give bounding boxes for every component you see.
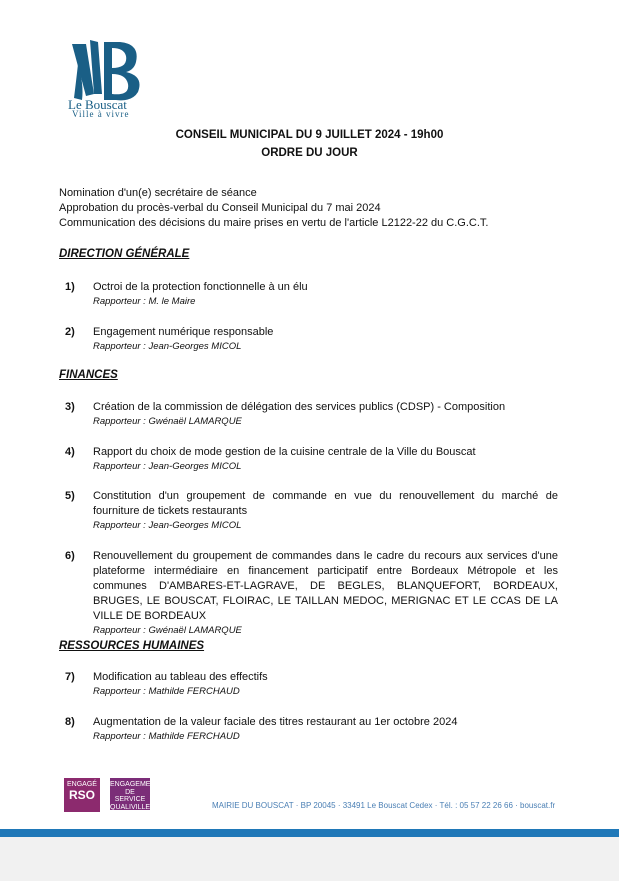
item-number: 4) [65,446,75,458]
agenda-item [59,280,558,309]
item-rapporteur: Rapporteur : Jean-Georges MICOL [93,520,242,531]
agenda-item [59,489,558,533]
agenda-item [59,549,558,638]
item-text: Modification au tableau des effectifs [93,671,268,683]
footer-bar [0,829,619,837]
item-number: 5) [65,490,75,502]
item-text: Augmentation de la valeur faciale des titres restaurant au 1er octobre 2024 [93,716,458,728]
title-line-1: CONSEIL MUNICIPAL DU 9 JUILLET 2024 - 19h00 [175,129,444,141]
logo-name: Le Bouscat [68,97,127,112]
footer-address: MAIRIE DU BOUSCAT · BP 20045 · 33491 Le Bouscat Cedex · Tél. : 05 57 22 26 66 · bouscat.fr [212,801,556,810]
agenda-item [59,325,558,354]
intro-line: Approbation du procès-verbal du Conseil Municipal du 7 mai 2024 [59,202,381,214]
item-text: Création de la commission de délégation des services publics (CDSP) - Composition [93,401,506,413]
agenda-item [59,400,558,429]
qualivilles-badge-text: ENGAGEMENT DE SERVICE QUALIVILLES [110,781,160,812]
section-heading-rh: RESSOURCES HUMAINES [59,640,205,652]
item-text: Engagement numérique responsable [93,326,274,338]
item-text: Constitution d'un groupement de commande en vue du renouvellement du marché de fourniture de tickets restaurants [93,490,558,517]
section-heading-finances: FINANCES [59,369,118,381]
document-title [0,126,619,162]
item-rapporteur: Rapporteur : Gwénaël LAMARQUE [93,625,242,636]
item-rapporteur: Rapporteur : Mathilde FERCHAUD [93,731,240,742]
item-number: 1) [65,281,75,293]
logo-tagline: Ville à vivre [72,109,130,119]
rso-badge-main: RSO [68,787,95,802]
agenda-item [59,670,558,699]
item-number: 7) [65,671,75,683]
rso-badge [64,778,100,812]
intro-line: Nomination d'un(e) secrétaire de séance [59,187,257,199]
item-text: Octroi de la protection fonctionnelle à un élu [93,281,308,293]
item-number: 3) [65,401,75,413]
title-line-2: ORDRE DU JOUR [261,147,358,159]
item-text: Renouvellement du groupement de commandes dans le cadre du recours aux services d'une plateforme intermédiaire en financement participatif entre Bordeaux Métropole et les communes D'AMBARES-ET-LAGRAVE, DE BEGLES, BLANQUEFORT, BORDEAUX, BRUGES, LE BOUSCAT, FLOIRAC, LE TAILLAN MEDOC, MERIGNAC ET LE CCAS DE LA VILLE DE BORDEAUX [93,550,558,622]
item-rapporteur: Rapporteur : M. le Maire [93,296,196,307]
page-bottom-strip [0,837,619,881]
qualivilles-badge [110,778,160,812]
item-number: 8) [65,716,75,728]
item-rapporteur: Rapporteur : Mathilde FERCHAUD [93,686,240,697]
agenda-item [59,715,558,744]
item-number: 2) [65,326,75,338]
agenda-item [59,445,558,474]
section-heading-direction: DIRECTION GÉNÉRALE [59,248,190,260]
item-rapporteur: Rapporteur : Jean-Georges MICOL [93,341,242,352]
item-rapporteur: Rapporteur : Jean-Georges MICOL [93,461,242,472]
rso-badge-top: ENGAGÉ [67,781,97,788]
item-text: Rapport du choix de mode gestion de la cuisine centrale de la Ville du Bouscat [93,446,476,458]
intro-block [59,186,488,231]
intro-line: Communication des décisions du maire prises en vertu de l'article L2122-22 du C.G.C.T. [59,217,489,229]
item-number: 6) [65,550,75,562]
item-rapporteur: Rapporteur : Gwénaël LAMARQUE [93,416,242,427]
logo-text [68,97,130,119]
